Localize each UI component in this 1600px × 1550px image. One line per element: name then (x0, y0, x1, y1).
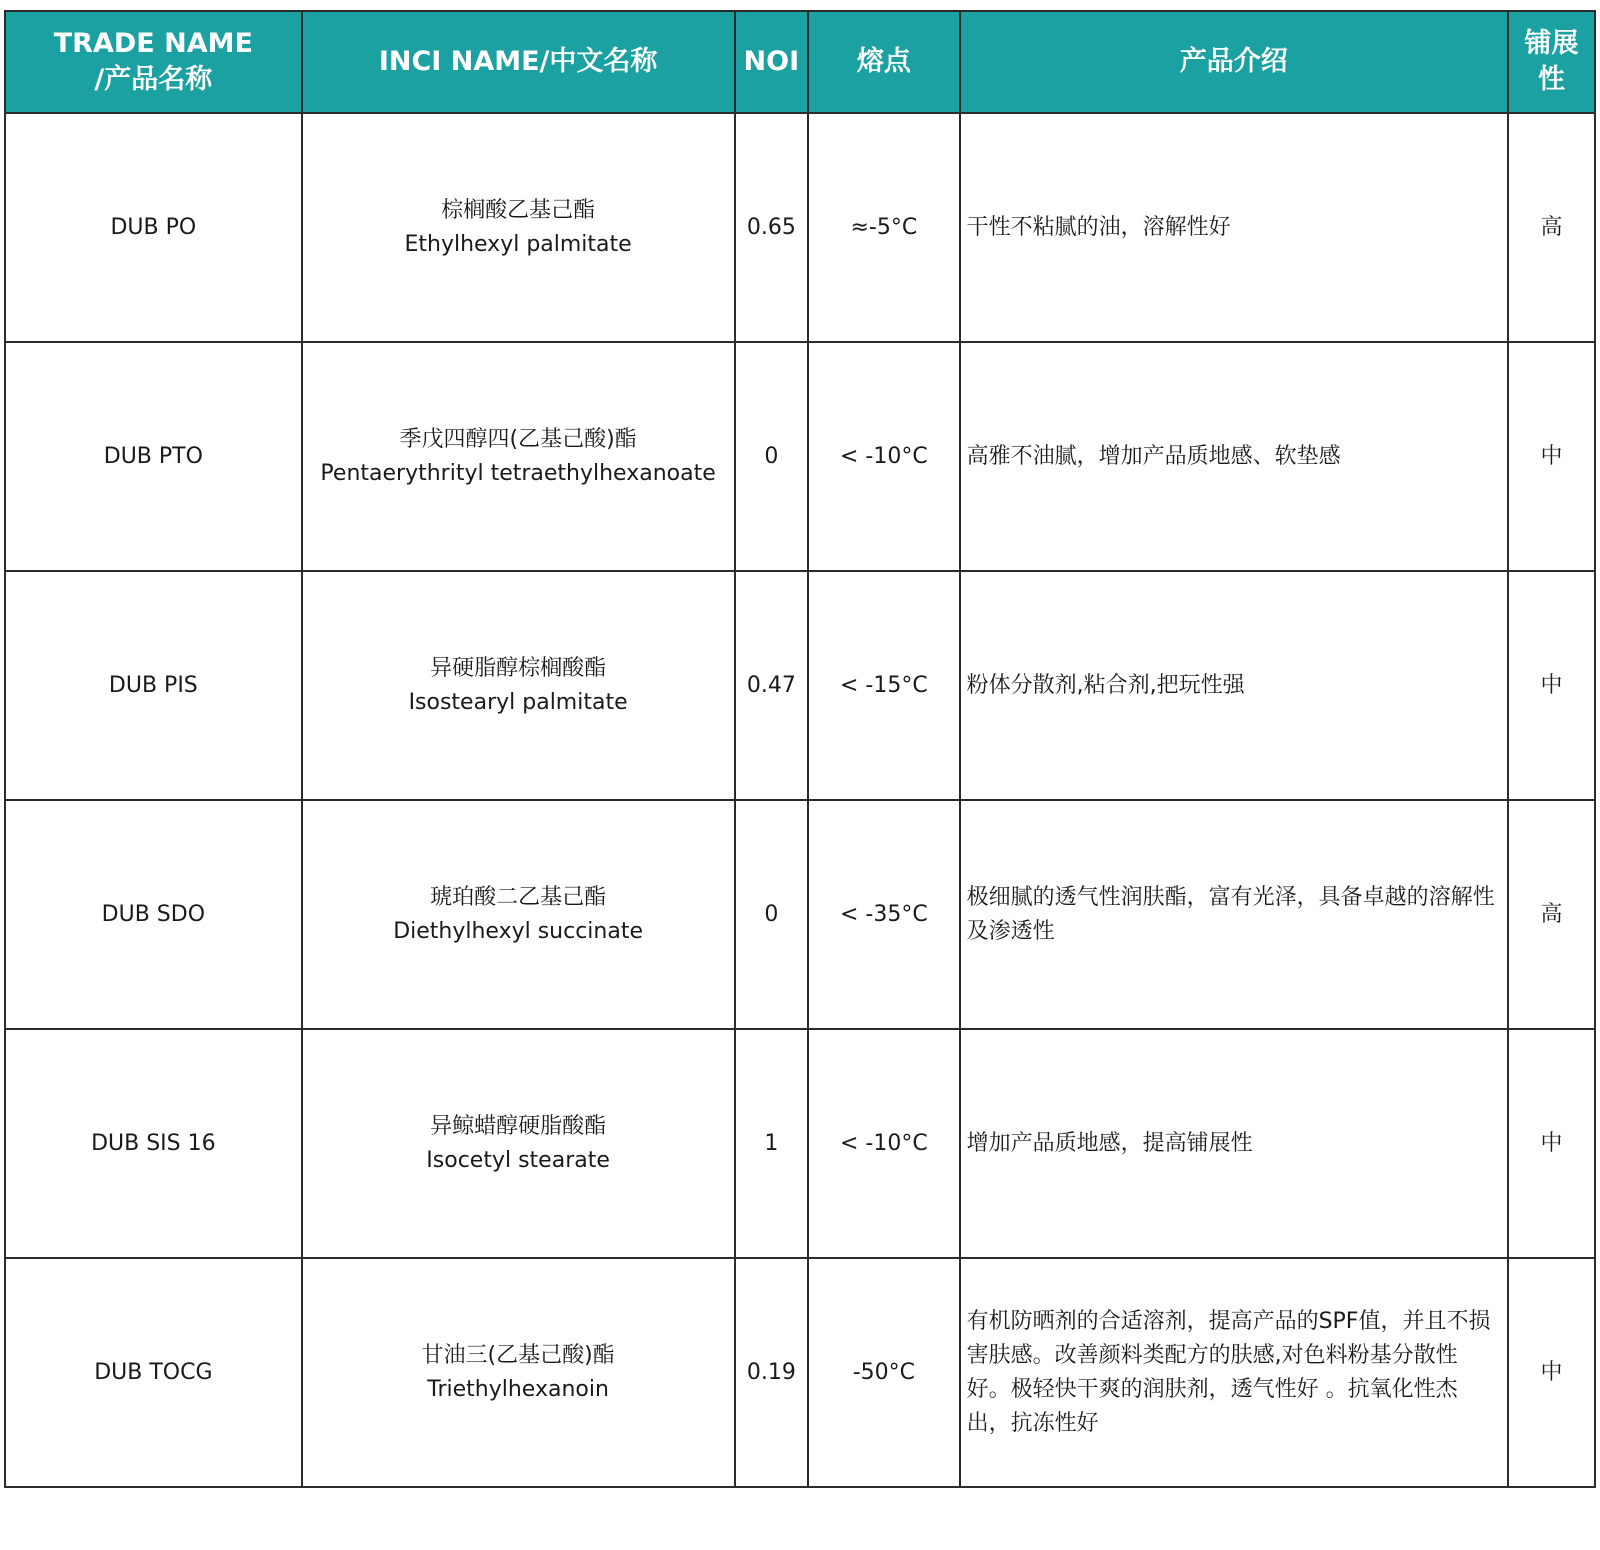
trade-name-cell: DUB PTO (5, 342, 302, 571)
trade-name-cell: DUB SDO (5, 800, 302, 1029)
trade-name-cell: DUB SIS 16 (5, 1029, 302, 1258)
header-noi-label: NOI (743, 46, 800, 77)
trade-name-cell: DUB TOCG (5, 1258, 302, 1487)
header-trade-name-cn: /产品名称 (94, 64, 213, 95)
spreadability-cell: 中 (1508, 571, 1595, 800)
header-row (5, 11, 1595, 113)
table-row (5, 342, 1595, 571)
description-cell: 高雅不油腻，增加产品质地感、软垫感 (960, 342, 1508, 571)
header-spreadability-line-2: 性 (1537, 64, 1565, 95)
header-description-label: 产品介绍 (1179, 46, 1288, 77)
melting-point-cell: < -15°C (808, 571, 959, 800)
melting-point-cell: < -35°C (808, 800, 959, 1029)
melting-point-cell: -50°C (808, 1258, 959, 1487)
inci-name-en: Triethylhexanoin (427, 1376, 609, 1402)
inci-name-en: Isocetyl stearate (426, 1147, 610, 1173)
table-row (5, 1029, 1595, 1258)
spreadability-cell: 高 (1508, 800, 1595, 1029)
inci-name-cell (302, 113, 735, 342)
spreadability-cell: 高 (1508, 113, 1595, 342)
spreadability-cell: 中 (1508, 1029, 1595, 1258)
header-inci-name (302, 11, 735, 113)
description-cell: 有机防晒剂的合适溶剂，提高产品的SPF值，并且不损害肤感。改善颜料类配方的肤感,对色料粉基分散性好。极轻快干爽的润肤剂，透气性好 。抗氧化性杰出，抗冻性好 (960, 1258, 1508, 1487)
table-header (5, 11, 1595, 113)
inci-name-en: Diethylhexyl succinate (393, 918, 644, 944)
inci-name-cn: 异硬脂醇棕榈酸酯 (430, 655, 607, 681)
product-table (4, 10, 1596, 1488)
inci-name-en: Pentaerythrityl tetraethylhexanoate (320, 460, 716, 486)
inci-name-cn: 季戊四醇四(乙基己酸)酯 (399, 426, 637, 452)
description-cell: 粉体分散剂,粘合剂,把玩性强 (960, 571, 1508, 800)
inci-name-cell (302, 342, 735, 571)
description-cell: 干性不粘腻的油，溶解性好 (960, 113, 1508, 342)
table-row (5, 571, 1595, 800)
table-row (5, 1258, 1595, 1487)
header-spreadability-line-1: 铺展 (1524, 28, 1579, 59)
noi-cell: 1 (735, 1029, 809, 1258)
table-body (5, 113, 1595, 1487)
inci-name-cell (302, 1258, 735, 1487)
inci-name-cn: 棕榈酸乙基己酯 (441, 197, 596, 223)
trade-name-cell: DUB PO (5, 113, 302, 342)
melting-point-cell: ≈-5°C (808, 113, 959, 342)
header-description (960, 11, 1508, 113)
description-cell: 极细腻的透气性润肤酯，富有光泽，具备卓越的溶解性及渗透性 (960, 800, 1508, 1029)
table-row (5, 113, 1595, 342)
inci-name-cn: 琥珀酸二乙基己酯 (430, 884, 607, 910)
inci-name-cell (302, 571, 735, 800)
noi-cell: 0.47 (735, 571, 809, 800)
melting-point-cell: < -10°C (808, 342, 959, 571)
noi-cell: 0.19 (735, 1258, 809, 1487)
header-noi (735, 11, 809, 113)
inci-name-en: Ethylhexyl palmitate (404, 231, 632, 257)
header-trade-name-en: TRADE NAME (53, 28, 253, 59)
header-melting-point-label: 熔点 (856, 46, 911, 77)
header-melting-point (808, 11, 959, 113)
noi-cell: 0 (735, 342, 809, 571)
trade-name-cell: DUB PIS (5, 571, 302, 800)
inci-name-cn: 甘油三(乙基己酸)酯 (421, 1342, 615, 1368)
noi-cell: 0 (735, 800, 809, 1029)
melting-point-cell: < -10°C (808, 1029, 959, 1258)
table-row (5, 800, 1595, 1029)
noi-cell: 0.65 (735, 113, 809, 342)
header-trade-name (5, 11, 302, 113)
inci-name-en: Isostearyl palmitate (408, 689, 628, 715)
inci-name-cn: 异鲸蜡醇硬脂酸酯 (430, 1113, 607, 1139)
inci-name-cell (302, 1029, 735, 1258)
spreadability-cell: 中 (1508, 1258, 1595, 1487)
inci-name-cell (302, 800, 735, 1029)
header-inci-name-label: INCI NAME/中文名称 (378, 46, 658, 77)
spreadability-cell: 中 (1508, 342, 1595, 571)
description-cell: 增加产品质地感，提高铺展性 (960, 1029, 1508, 1258)
header-spreadability (1508, 11, 1595, 113)
